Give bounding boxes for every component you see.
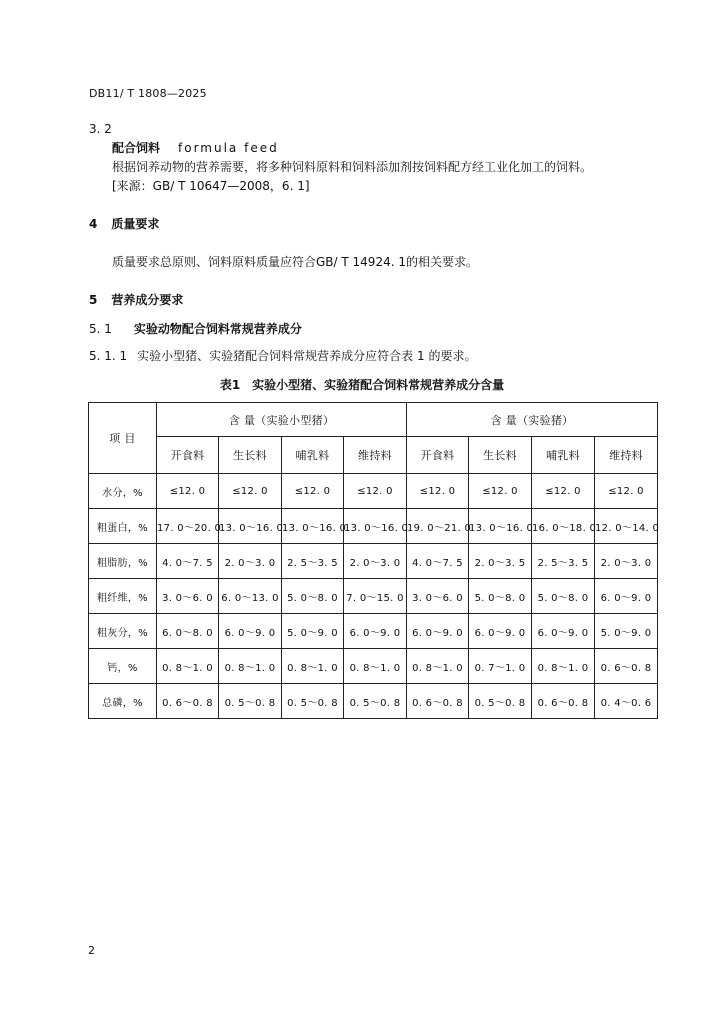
table-cell: 0. 6～0. 8 <box>157 684 219 719</box>
table-cell: ≤12. 0 <box>595 474 658 509</box>
table-cell: ≤12. 0 <box>344 474 407 509</box>
section-5-1-1-para <box>89 347 476 364</box>
table-cell: 7. 0～15. 0 <box>344 579 407 614</box>
table-row <box>89 649 658 684</box>
row-label: 粗灰分，% <box>89 614 157 649</box>
table-cell: 4. 0～7. 5 <box>407 544 469 579</box>
table-cell: 2. 0～3. 5 <box>469 544 532 579</box>
table-cell: 2. 5～3. 5 <box>282 544 344 579</box>
term-source: [来源：GB/ T 10647—2008，6. 1] <box>112 179 310 193</box>
table-cell: ≤12. 0 <box>219 474 282 509</box>
table-cell: 3. 0～6. 0 <box>157 579 219 614</box>
section-5-heading <box>89 291 183 308</box>
table-cell: 0. 7～1. 0 <box>469 649 532 684</box>
section-4-text: 质量要求总原则、饲料原料质量应符合GB/ T 14924. 1的相关要求。 <box>112 255 478 269</box>
table-cell: 5. 0～9. 0 <box>595 614 658 649</box>
table-cell: 4. 0～7. 5 <box>157 544 219 579</box>
section-5-1-title: 实验动物配合饲料常规营养成分 <box>133 322 302 336</box>
section-5-1-number: 5. 1 <box>89 322 112 336</box>
table-cell: 2. 0～3. 0 <box>344 544 407 579</box>
table-cell: 6. 0～9. 0 <box>532 614 595 649</box>
table-cell: 0. 8～1. 0 <box>344 649 407 684</box>
table-cell: 12. 0～14. 0 <box>595 509 658 544</box>
table-header-item: 项 目 <box>89 403 157 474</box>
table-subheader-row <box>89 437 658 474</box>
nutrient-table <box>88 402 658 719</box>
section-5-title: 营养成分要求 <box>111 293 184 307</box>
section-3-2-number: 3. 2 <box>89 122 112 136</box>
table-cell: 6. 0～8. 0 <box>157 614 219 649</box>
table-cell: 19. 0～21. 0 <box>407 509 469 544</box>
term-english: formula feed <box>178 141 279 155</box>
table-subheader: 维持料 <box>595 437 658 474</box>
section-4-title: 质量要求 <box>111 217 160 231</box>
table-cell: 17. 0～20. 0 <box>157 509 219 544</box>
table-cell: 0. 5～0. 8 <box>344 684 407 719</box>
table-subheader: 生长料 <box>469 437 532 474</box>
table-subheader: 开食料 <box>157 437 219 474</box>
table-cell: ≤12. 0 <box>157 474 219 509</box>
table-cell: 5. 0～9. 0 <box>282 614 344 649</box>
section-5-1-1-text: 实验小型猪、实验猪配合饲料常规营养成分应符合表 1 的要求。 <box>137 349 477 363</box>
section-4-number: 4 <box>89 217 98 231</box>
table-header-group-pig: 含 量（实验猪） <box>407 403 658 437</box>
table-cell: 6. 0～13. 0 <box>219 579 282 614</box>
table-cell: 16. 0～18. 0 <box>532 509 595 544</box>
table-cell: 6. 0～9. 0 <box>469 614 532 649</box>
table-row <box>89 684 658 719</box>
table-cell: 2. 0～3. 0 <box>595 544 658 579</box>
table-cell: 5. 0～8. 0 <box>282 579 344 614</box>
table-cell: 5. 0～8. 0 <box>532 579 595 614</box>
table-row <box>89 474 658 509</box>
section-5-1-1-number: 5. 1. 1 <box>89 349 128 363</box>
page-number: 2 <box>88 944 95 957</box>
row-label: 粗纤维，% <box>89 579 157 614</box>
table-cell: 0. 8～1. 0 <box>532 649 595 684</box>
row-label: 粗蛋白，% <box>89 509 157 544</box>
document-code-header: DB11/ T 1808—2025 <box>89 87 207 100</box>
table-cell: 6. 0～9. 0 <box>219 614 282 649</box>
table-cell: 0. 6～0. 8 <box>532 684 595 719</box>
table-row <box>89 509 658 544</box>
row-label: 水分，% <box>89 474 157 509</box>
table-row <box>89 614 658 649</box>
table-cell: 13. 0～16. 0 <box>344 509 407 544</box>
table-cell: 0. 5～0. 8 <box>282 684 344 719</box>
table-cell: 13. 0～16. 0 <box>469 509 532 544</box>
table-row <box>89 579 658 614</box>
table-cell: 6. 0～9. 0 <box>595 579 658 614</box>
table-cell: 0. 8～1. 0 <box>407 649 469 684</box>
table-cell: 13. 0～16. 0 <box>282 509 344 544</box>
table-cell: ≤12. 0 <box>532 474 595 509</box>
table-caption: 表1 实验小型猪、实验猪配合饲料常规营养成分含量 <box>219 378 505 392</box>
table-cell: 0. 8～1. 0 <box>157 649 219 684</box>
table-cell: 0. 5～0. 8 <box>469 684 532 719</box>
table-subheader: 生长料 <box>219 437 282 474</box>
section-4-heading <box>89 215 159 232</box>
table-header-group-minipig: 含 量（实验小型猪） <box>157 403 407 437</box>
term-heading <box>112 139 279 156</box>
table-cell: 0. 6～0. 8 <box>407 684 469 719</box>
table-cell: 6. 0～9. 0 <box>344 614 407 649</box>
table-cell: ≤12. 0 <box>407 474 469 509</box>
table-subheader: 哺乳料 <box>282 437 344 474</box>
table-cell: 0. 8～1. 0 <box>219 649 282 684</box>
table-row <box>89 544 658 579</box>
table-cell: 13. 0～16. 0 <box>219 509 282 544</box>
term-definition: 根据饲养动物的营养需要，将多种饲料原料和饲料添加剂按饲料配方经工业化加工的饲料。 <box>112 160 593 174</box>
table-cell: ≤12. 0 <box>282 474 344 509</box>
table-cell: 0. 6～0. 8 <box>595 649 658 684</box>
row-label: 粗脂肪，% <box>89 544 157 579</box>
table-cell: 0. 5～0. 8 <box>219 684 282 719</box>
table-cell: 0. 4～0. 6 <box>595 684 658 719</box>
table-cell: 6. 0～9. 0 <box>407 614 469 649</box>
table-subheader: 维持料 <box>344 437 407 474</box>
row-label: 总磷，% <box>89 684 157 719</box>
section-5-1-heading <box>89 320 302 337</box>
table-cell: 5. 0～8. 0 <box>469 579 532 614</box>
table-cell: 0. 8～1. 0 <box>282 649 344 684</box>
table-cell: 2. 5～3. 5 <box>532 544 595 579</box>
table-subheader: 哺乳料 <box>532 437 595 474</box>
row-label: 钙，% <box>89 649 157 684</box>
table-cell: 3. 0～6. 0 <box>407 579 469 614</box>
table-cell: 2. 0～3. 0 <box>219 544 282 579</box>
table-subheader: 开食料 <box>407 437 469 474</box>
section-5-number: 5 <box>89 293 98 307</box>
term-chinese: 配合饲料 <box>112 141 161 155</box>
table-cell: ≤12. 0 <box>469 474 532 509</box>
